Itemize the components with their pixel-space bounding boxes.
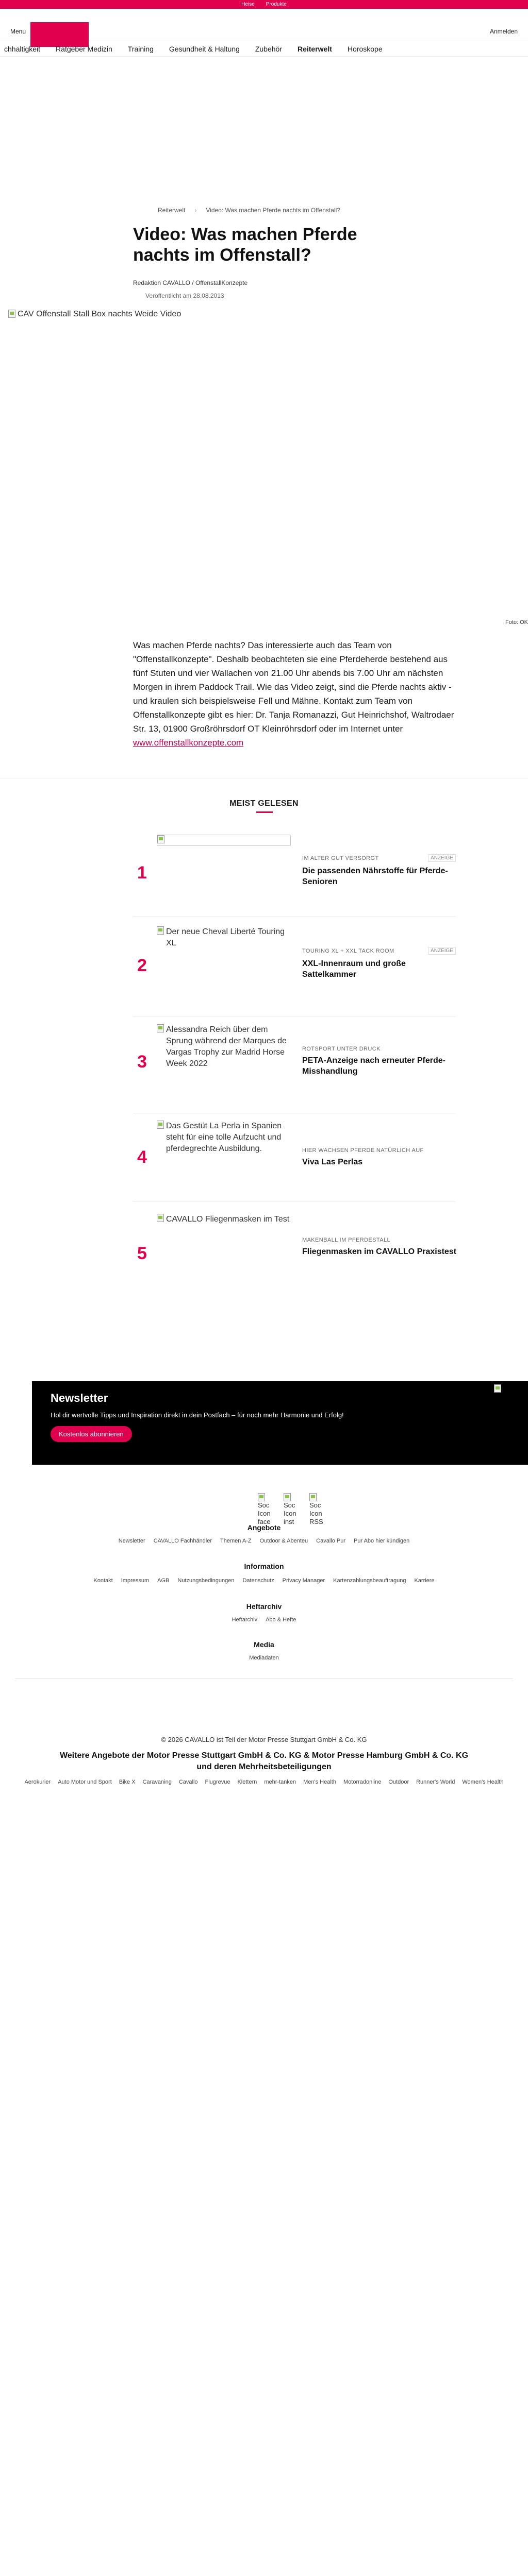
- breadcrumb: [158, 207, 340, 214]
- photo-credit: Foto: OK: [505, 619, 528, 625]
- article-body-text: Was machen Pferde nachts? Das interessierte auch das Team von "Offenstallkonzepte". Deshalb beobachteten sie eine Pferdeherde bestehend aus fünf Stuten und vier Wallachen von 21.00 Uhr abends bis 7.00 Uhr am nächsten Morgen in ihrem Paddock Trail. Wie das Video zeigt, sind die Pferde nachts aktiv - und kraulen sich beispielsweise Fell und Mähne. Kontakt zum Team von Offenstallkonzepte gibt es hier: Dr. Tanja Romanazzi, Gut Heinrichshof, Waltrodaer Str. 13, 01900 Großröhrsdorf OT Kleinröhrsdorf oder im Internet unter: [133, 640, 454, 734]
- social-links: [258, 1493, 328, 1526]
- teaser-kicker: MAKENBALL IM PFERDESTALL: [302, 1237, 390, 1243]
- rss-icon[interactable]: [309, 1493, 328, 1526]
- footer-heftarchiv-links: [0, 1617, 528, 1623]
- footer-link[interactable]: Impressum: [121, 1578, 150, 1584]
- footer-media-title: Media: [254, 1640, 274, 1649]
- brand-link[interactable]: Caravaning: [142, 1779, 172, 1785]
- breadcrumb-item-reiterwelt[interactable]: Reiterwelt: [158, 207, 186, 214]
- rank-number: 1: [137, 863, 147, 883]
- rank-number: 5: [137, 1244, 147, 1263]
- rank-number: 3: [137, 1052, 147, 1072]
- teaser-headline[interactable]: XXL-Innenraum und große Sattelkammer: [302, 959, 406, 979]
- footer-link[interactable]: Datenschutz: [242, 1578, 274, 1584]
- broken-image-icon: [494, 1384, 501, 1393]
- brand-link[interactable]: Women's Health: [462, 1779, 504, 1785]
- heading-underline: [256, 811, 273, 813]
- ad-badge: ANZEIGE: [428, 947, 456, 955]
- article-title: Video: Was machen Pferde nachts im Offenstall?: [133, 225, 357, 265]
- divider: [133, 916, 456, 917]
- video-placeholder: [8, 310, 520, 319]
- footer-angebote-title: Angebote: [247, 1523, 281, 1532]
- top-bar: [0, 0, 528, 9]
- footer-link[interactable]: Abo & Hefte: [266, 1617, 296, 1623]
- topbar-link-produkte[interactable]: Produkte: [266, 2, 287, 7]
- brand-link[interactable]: Outdoor: [388, 1779, 409, 1785]
- brand-link[interactable]: Auto Motor und Sport: [58, 1779, 112, 1785]
- facebook-icon-alt: Soc Icon face: [258, 1501, 271, 1526]
- teaser-image[interactable]: [157, 926, 291, 949]
- brand-link[interactable]: Cavallo: [178, 1779, 198, 1785]
- brand-link[interactable]: Flugrevue: [205, 1779, 230, 1785]
- teaser-image[interactable]: [157, 835, 291, 846]
- brand-link[interactable]: Bike X: [119, 1779, 136, 1785]
- further-offers-title: Weitere Angebote der Motor Presse Stuttgart GmbH & Co. KG & Motor Presse Hamburg GmbH & Co. KG und deren Mehrheitsbeteiligungen: [59, 1751, 469, 1771]
- menu-label: Menu: [10, 28, 26, 35]
- footer-link[interactable]: Privacy Manager: [282, 1578, 325, 1584]
- subscribe-button[interactable]: Kostenlos abonnieren: [51, 1426, 132, 1442]
- menu-button[interactable]: [10, 28, 26, 35]
- footer-link[interactable]: Heftarchiv: [232, 1617, 258, 1623]
- most-read-heading: MEIST GELESEN: [229, 799, 299, 808]
- footer-link[interactable]: Newsletter: [118, 1538, 145, 1544]
- footer-angebote-links: [0, 1538, 528, 1544]
- broken-image-icon: [8, 310, 15, 318]
- teaser-headline[interactable]: PETA-Anzeige nach erneuter Pferde-Misshandlung: [302, 1056, 446, 1076]
- footer-link[interactable]: Cavallo Pur: [316, 1538, 345, 1544]
- teaser-image-alt: CAVALLO Fliegenmasken im Test: [166, 1215, 290, 1224]
- nav-item-nachhaltigkeit[interactable]: chhaltigkeit: [4, 44, 41, 53]
- newsletter-image: [494, 1384, 507, 1398]
- broken-image-icon: [157, 835, 164, 843]
- rank-number: 4: [137, 1147, 147, 1167]
- teaser-image[interactable]: [157, 1024, 291, 1070]
- nav-item-horoskope[interactable]: Horoskope: [347, 44, 383, 53]
- nav-item-zubehoer[interactable]: Zubehör: [255, 44, 282, 53]
- footer-link[interactable]: CAVALLO Fachhändler: [153, 1538, 212, 1544]
- teaser-image-alt: Alessandra Reich über dem Sprung während der Marques de Vargas Trophy zur Madrid Horse Week 2022: [166, 1025, 287, 1068]
- instagram-icon-alt: Soc Icon inst: [284, 1501, 296, 1526]
- teaser-image-alt: Das Gestüt La Perla in Spanien steht für eine tolle Aufzucht und pferdegrechte Ausbildung.: [166, 1122, 282, 1153]
- brand-link[interactable]: Men's Health: [303, 1779, 336, 1785]
- brand-link[interactable]: Aerokurier: [24, 1779, 51, 1785]
- breadcrumb-item-current: Video: Was machen Pferde nachts im Offenstall?: [206, 207, 340, 214]
- brand-link[interactable]: mehr-tanken: [264, 1779, 296, 1785]
- rss-icon-alt: Soc Icon RSS: [309, 1501, 323, 1526]
- newsletter-title: Newsletter: [51, 1392, 108, 1404]
- footer-link[interactable]: Mediadaten: [249, 1655, 279, 1661]
- article-video[interactable]: [8, 310, 520, 619]
- footer-information-title: Information: [244, 1562, 284, 1570]
- main-nav: [0, 41, 528, 57]
- copyright: © 2026 CAVALLO ist Teil der Motor Presse Stuttgart GmbH & Co. KG: [161, 1736, 367, 1743]
- teaser-kicker: HIER WACHSEN PFERDE NATÜRLICH AUF: [302, 1147, 424, 1154]
- login-button[interactable]: Anmelden: [489, 28, 518, 35]
- footer-media-links: [0, 1655, 528, 1661]
- footer-link[interactable]: Nutzungsbedingungen: [177, 1578, 235, 1584]
- footer-link[interactable]: Pur Abo hier kündigen: [354, 1538, 410, 1544]
- footer-link[interactable]: Kartenzahlungsbeauftragung: [333, 1578, 406, 1584]
- nav-item-ratgeber-medizin[interactable]: Ratgeber Medizin: [56, 44, 112, 53]
- newsletter-text: Hol dir wertvolle Tipps und Inspiration direkt in dein Postfach – für noch mehr Harmonie und Erfolg!: [51, 1411, 344, 1419]
- divider: [133, 1016, 456, 1017]
- chevron-right-icon: ›: [194, 207, 197, 214]
- teaser-kicker: ROTSPORT UNTER DRUCK: [302, 1046, 381, 1052]
- broken-image-icon: [157, 1024, 164, 1032]
- footer-link[interactable]: Kontakt: [93, 1578, 113, 1584]
- teaser-image[interactable]: [157, 1214, 291, 1225]
- teaser-headline[interactable]: Viva Las Perlas: [302, 1158, 363, 1166]
- article-byline: Redaktion CAVALLO / OffenstallKonzepte: [133, 279, 248, 286]
- brand-link[interactable]: Klettern: [237, 1779, 257, 1785]
- video-alt-text: CAV Offenstall Stall Box nachts Weide Video: [18, 310, 182, 318]
- brand-link[interactable]: Motorradonline: [343, 1779, 382, 1785]
- publish-date: Veröffentlicht am 28.08.2013: [145, 292, 224, 299]
- broken-image-icon: [309, 1493, 317, 1501]
- teaser-kicker: TOURING XL + XXL TACK ROOM: [302, 948, 394, 954]
- article-link[interactable]: www.offenstallkonzepte.com: [133, 738, 244, 748]
- newsletter-box: [32, 1381, 528, 1465]
- footer-link[interactable]: Outdoor & Abenteu: [259, 1538, 308, 1544]
- broken-image-icon: [157, 1121, 164, 1129]
- footer-link[interactable]: Themen A-Z: [220, 1538, 252, 1544]
- teaser-headline[interactable]: Die passenden Nährstoffe für Pferde-Senioren: [302, 867, 448, 886]
- broken-image-icon: [157, 926, 164, 935]
- nav-item-reiterwelt[interactable]: Reiterwelt: [297, 44, 332, 53]
- brand-links: [15, 1779, 513, 1785]
- nav-item-training[interactable]: Training: [127, 44, 154, 53]
- site-header: [0, 9, 528, 41]
- footer-link[interactable]: Karriere: [414, 1578, 435, 1584]
- broken-image-icon: [284, 1493, 291, 1501]
- ad-badge: ANZEIGE: [428, 854, 456, 862]
- footer-link[interactable]: AGB: [157, 1578, 170, 1584]
- footer-heftarchiv-title: Heftarchiv: [246, 1602, 282, 1611]
- broken-image-icon: [258, 1493, 265, 1501]
- nav-item-gesundheit-haltung[interactable]: Gesundheit & Haltung: [169, 44, 240, 53]
- brand-link[interactable]: Runner's World: [416, 1779, 455, 1785]
- teaser-headline[interactable]: Fliegenmasken im CAVALLO Praxistest: [302, 1247, 457, 1256]
- broken-image-icon: [157, 1214, 164, 1222]
- article-body: [133, 638, 456, 750]
- topbar-link-heise[interactable]: Heise: [241, 2, 255, 7]
- teaser-image-alt: Der neue Cheval Liberté Touring XL: [166, 927, 285, 947]
- footer-information-links: [0, 1578, 528, 1584]
- instagram-icon[interactable]: [284, 1493, 302, 1526]
- divider: [133, 1201, 456, 1202]
- teaser-image[interactable]: [157, 1121, 291, 1155]
- facebook-icon[interactable]: [258, 1493, 276, 1526]
- teaser-kicker: IM ALTER GUT VERSORGT: [302, 855, 379, 861]
- rank-number: 2: [137, 956, 147, 975]
